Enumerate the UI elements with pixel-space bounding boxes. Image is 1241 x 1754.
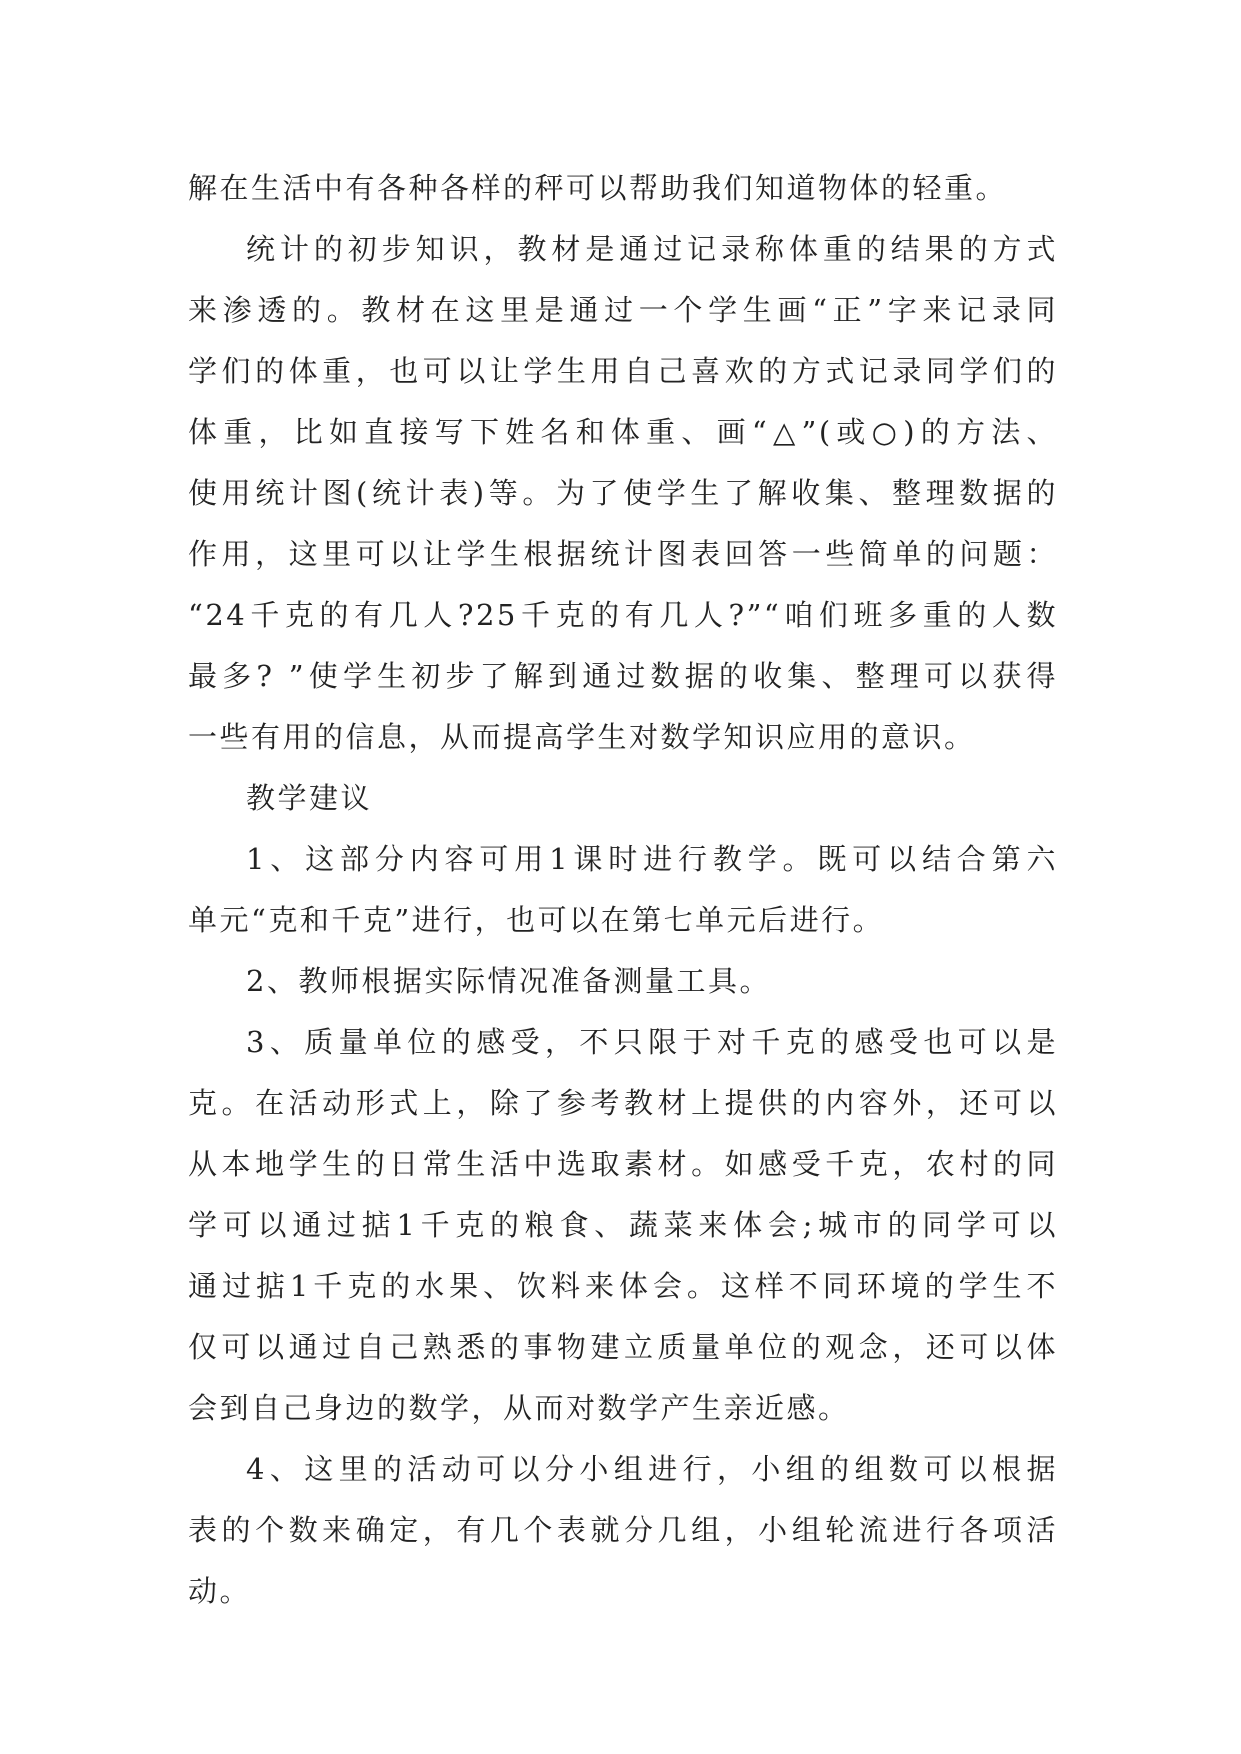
text-line: 使用统计图(统计表)等。为了使学生了解收集、整理数据的	[188, 476, 1058, 510]
text-line: 学可以通过掂1千克的粮食、蔬菜来体会;城市的同学可以	[188, 1208, 1058, 1242]
text-line: 学们的体重，也可以让学生用自己喜欢的方式记录同学们的	[188, 354, 1058, 388]
text-line: 2、教师根据实际情况准备测量工具。	[246, 964, 771, 998]
text-line: “24千克的有几人?25千克的有几人?”“咱们班多重的人数	[188, 598, 1058, 632]
text-line: 4、这里的活动可以分小组进行，小组的组数可以根据	[246, 1452, 1058, 1486]
section-heading: 教学建议	[246, 781, 373, 815]
text-line: 动。	[188, 1574, 252, 1608]
text-line: 单元“克和千克”进行，也可以在第七单元后进行。	[188, 903, 885, 937]
text-line: 解在生活中有各种各样的秤可以帮助我们知道物体的轻重。	[188, 171, 1008, 205]
text-line: 1、这部分内容可用1课时进行教学。既可以结合第六	[246, 842, 1058, 876]
text-line: 通过掂1千克的水果、饮料来体会。这样不同环境的学生不	[188, 1269, 1058, 1303]
text-line: 作用，这里可以让学生根据统计图表回答一些简单的问题：	[188, 537, 1058, 571]
text-line: 会到自己身边的数学，从而对数学产生亲近感。	[188, 1391, 850, 1425]
text-line: 一些有用的信息，从而提高学生对数学知识应用的意识。	[188, 720, 976, 754]
text-line: 3、质量单位的感受，不只限于对千克的感受也可以是	[246, 1025, 1058, 1059]
text-line: 表的个数来确定，有几个表就分几组，小组轮流进行各项活	[188, 1513, 1058, 1547]
text-line: 体重，比如直接写下姓名和体重、画“△”(或○)的方法、	[188, 415, 1058, 449]
text-line: 克。在活动形式上，除了参考教材上提供的内容外，还可以	[188, 1086, 1058, 1120]
text-line: 从本地学生的日常生活中选取素材。如感受千克，农村的同	[188, 1147, 1058, 1181]
body-text	[188, 158, 1058, 1622]
text-line: 来渗透的。教材在这里是通过一个学生画“正”字来记录同	[188, 293, 1058, 327]
text-line: 统计的初步知识，教材是通过记录称体重的结果的方式	[246, 232, 1058, 266]
text-line: 仅可以通过自己熟悉的事物建立质量单位的观念，还可以体	[188, 1330, 1058, 1364]
text-line: 最多? ”使学生初步了解到通过数据的收集、整理可以获得	[188, 659, 1058, 693]
